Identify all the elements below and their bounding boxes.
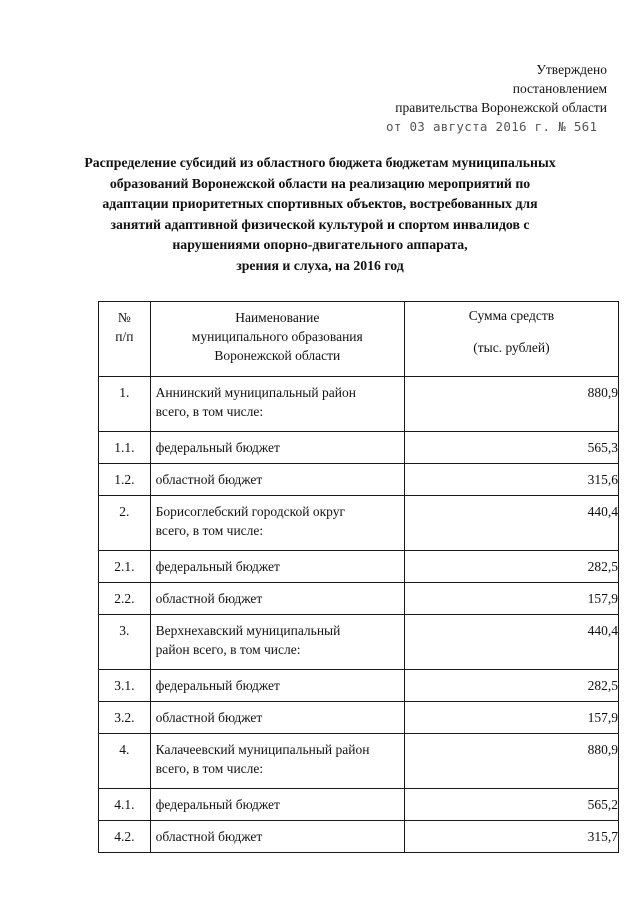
header-sum-title: Сумма средств <box>468 308 555 323</box>
row-name: федеральный бюджет <box>150 432 404 464</box>
row-name <box>150 734 404 789</box>
row-name-line: всего, в том числе: <box>155 761 264 776</box>
row-name: областной бюджет <box>150 583 404 615</box>
table-row <box>99 789 619 821</box>
row-name-line: всего, в том числе: <box>155 404 264 419</box>
row-number: 4. <box>99 734 151 789</box>
title-line: зрения и слуха, на 2016 год <box>236 257 404 273</box>
row-number: 1. <box>99 377 151 432</box>
header-name-line: муниципального образования <box>191 329 363 344</box>
header-number <box>99 302 151 377</box>
row-name <box>150 615 404 670</box>
row-number: 2.1. <box>99 551 151 583</box>
row-number: 3. <box>99 615 151 670</box>
title-line: нарушениями опорно-двигательного аппарата, <box>172 237 468 252</box>
row-name <box>150 496 404 551</box>
row-name-line: Верхнехавский муниципальный <box>155 623 341 638</box>
header-sum-unit: (тыс. рублей) <box>473 340 550 355</box>
row-name: федеральный бюджет <box>150 670 404 702</box>
header-name-line: Наименование <box>235 310 320 325</box>
row-name: областной бюджет <box>150 464 404 496</box>
row-number: 2.2. <box>99 583 151 615</box>
row-amount: 282,5 <box>404 551 618 583</box>
row-number: 1.1. <box>99 432 151 464</box>
row-number: 3.2. <box>99 702 151 734</box>
title-line: Распределение субсидий из областного бюджета бюджетам муниципальных <box>84 155 556 170</box>
row-number: 4.1. <box>99 789 151 821</box>
approval-label: Утверждено <box>536 62 607 77</box>
row-amount: 565,3 <box>404 432 618 464</box>
row-name-line: район всего, в том числе: <box>155 642 301 657</box>
row-name-line: Аннинский муниципальный район <box>155 385 356 400</box>
approval-authority: правительства Воронежской области <box>395 100 607 115</box>
table-row <box>99 432 619 464</box>
table-row <box>99 464 619 496</box>
row-number: 3.1. <box>99 670 151 702</box>
subsidy-table <box>98 301 619 853</box>
decree-date-number: от 03 августа 2016 г. № 561 <box>386 119 598 134</box>
row-name: областной бюджет <box>150 821 404 853</box>
row-name-line: всего, в том числе: <box>155 523 264 538</box>
row-amount: 315,7 <box>404 821 618 853</box>
row-number: 1.2. <box>99 464 151 496</box>
row-name-line: Борисоглебский городской округ <box>155 504 345 519</box>
header-name-line: Воронежской области <box>214 348 341 363</box>
row-name: федеральный бюджет <box>150 551 404 583</box>
row-amount: 282,5 <box>404 670 618 702</box>
table-row <box>99 551 619 583</box>
table-row <box>99 670 619 702</box>
table-row <box>99 821 619 853</box>
row-name-line: Калачеевский муниципальный район <box>155 742 370 757</box>
row-amount: 157,9 <box>404 583 618 615</box>
row-number: 4.2. <box>99 821 151 853</box>
document-title <box>70 153 570 276</box>
table-row <box>99 734 619 789</box>
row-amount: 315,6 <box>404 464 618 496</box>
row-name: областной бюджет <box>150 702 404 734</box>
table-row <box>99 377 619 432</box>
row-number: 2. <box>99 496 151 551</box>
row-amount: 440,4 <box>404 496 618 551</box>
header-number-abbr: п/п <box>115 329 134 344</box>
table-row <box>99 615 619 670</box>
row-amount: 440,4 <box>404 615 618 670</box>
title-line: адаптации приоритетных спортивных объектов, востребованных для <box>102 196 538 211</box>
row-amount: 157,9 <box>404 702 618 734</box>
table-header-row <box>99 302 619 377</box>
row-amount: 880,9 <box>404 734 618 789</box>
table-row <box>99 702 619 734</box>
row-name <box>150 377 404 432</box>
table-row <box>99 496 619 551</box>
header-name <box>150 302 404 377</box>
header-sum <box>404 302 618 377</box>
approval-decree-type: постановлением <box>512 81 607 96</box>
title-line: образований Воронежской области на реализацию мероприятий по <box>109 175 531 191</box>
header-number-symbol: № <box>117 310 131 325</box>
table-row <box>99 583 619 615</box>
row-name: федеральный бюджет <box>150 789 404 821</box>
title-line: занятий адаптивной физической культурой и спортом инвалидов с <box>110 216 530 232</box>
row-amount: 880,9 <box>404 377 618 432</box>
row-amount: 565,2 <box>404 789 618 821</box>
approval-block <box>395 60 607 117</box>
